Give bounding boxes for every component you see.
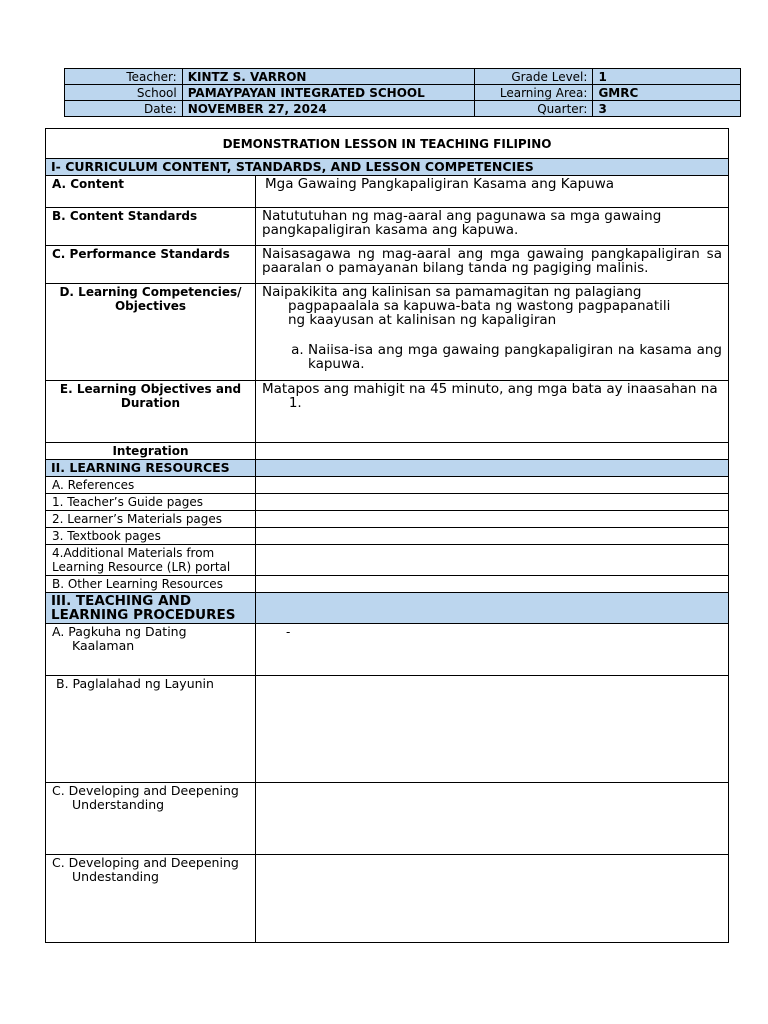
procedure-a-label (46, 624, 256, 676)
content-standards-value: Natututuhan ng mag-aaral ang pagunawa sa mga gawaing pangkapaligiran kasama ang kapuwa. (256, 208, 729, 246)
title-row (46, 129, 729, 159)
resource-label: A. References (46, 477, 256, 494)
header-row-school (65, 85, 741, 101)
performance-standards-row (46, 246, 729, 284)
procedure-a-value: - (256, 624, 729, 676)
lesson-title: DEMONSTRATION LESSON IN TEACHING FILIPINO (46, 129, 729, 159)
resource-row (46, 494, 729, 511)
content-value: Mga Gawaing Pangkapaligiran Kasama ang Kapuwa (256, 176, 729, 208)
competencies-line1: Naipakikita ang kalinisan sa pamamagitan ng palagiang (262, 284, 642, 300)
procedure-a-label-line1: A. Pagkuha ng Dating (52, 624, 187, 639)
procedure-a-label-line2: Kaalaman (72, 638, 135, 653)
resource-value (256, 477, 729, 494)
competencies-item-a: a. Naiisa-isa ang mga gawaing pangkapaligiran na kasama ang kapuwa. (308, 343, 722, 371)
competencies-list (262, 343, 722, 371)
competencies-label (46, 284, 256, 381)
resource-row (46, 528, 729, 545)
resource-row (46, 576, 729, 593)
teacher-value: KINTZ S. VARRON (182, 69, 474, 85)
lesson-plan-table (45, 128, 729, 943)
header-info-table (64, 68, 741, 117)
resource-label: 4.Additional Materials from Learning Resource (LR) portal (46, 545, 256, 576)
objectives-item-1 (306, 396, 722, 410)
procedure-c1-label-line1: C. Developing and Deepening (52, 783, 239, 798)
procedure-row-a (46, 624, 729, 676)
integration-value (256, 443, 729, 460)
procedure-row-b (46, 676, 729, 783)
section2-heading: II. LEARNING RESOURCES (46, 460, 256, 477)
resource-value (256, 494, 729, 511)
procedure-c2-label (46, 855, 256, 943)
procedure-c2-label-line1: C. Developing and Deepening (52, 855, 239, 870)
section3-row (46, 593, 729, 624)
section2-row (46, 460, 729, 477)
procedure-c1-label (46, 783, 256, 855)
procedure-row-c1 (46, 783, 729, 855)
resource-label: 2. Learner’s Materials pages (46, 511, 256, 528)
objectives-text: Matapos ang mahigit na 45 minuto, ang mga bata ay inaasahan na (262, 381, 718, 397)
resource-label: B. Other Learning Resources (46, 576, 256, 593)
procedure-row-c2 (46, 855, 729, 943)
resource-row (46, 511, 729, 528)
objectives-list (262, 396, 722, 410)
objectives-row (46, 381, 729, 443)
resource-label: 3. Textbook pages (46, 528, 256, 545)
objectives-value (256, 381, 729, 443)
section3-heading: III. TEACHING AND LEARNING PROCEDURES (46, 593, 256, 624)
performance-standards-label: C. Performance Standards (46, 246, 256, 284)
grade-value: 1 (593, 69, 741, 85)
procedure-c1-label-line2: Understanding (72, 797, 165, 812)
teacher-label: Teacher: (65, 69, 183, 85)
quarter-value: 3 (593, 101, 741, 117)
objectives-label-line1: E. Learning Objectives and (59, 382, 242, 396)
content-standards-label: B. Content Standards (46, 208, 256, 246)
grade-label: Grade Level: (474, 69, 593, 85)
resource-value (256, 576, 729, 593)
integration-row (46, 443, 729, 460)
section1-heading: I- CURRICULUM CONTENT, STANDARDS, AND LESSON COMPETENCIES (46, 159, 729, 176)
procedure-c2-label-line2: Undestanding (72, 869, 159, 884)
performance-standards-value: Naisasagawa ng mag-aaral ang mga gawaing pangkapaligiran sa paaralan o pamayanan bilang tanda ng pagiging malinis. (256, 246, 729, 284)
objectives-label-line2: Duration (120, 396, 181, 410)
resource-row (46, 545, 729, 576)
resource-value (256, 545, 729, 576)
date-value: NOVEMBER 27, 2024 (182, 101, 474, 117)
resource-value (256, 511, 729, 528)
procedure-c1-value (256, 783, 729, 855)
integration-label: Integration (46, 443, 256, 460)
resource-row (46, 477, 729, 494)
content-standards-row (46, 208, 729, 246)
objectives-label (46, 381, 256, 443)
header-row-date (65, 101, 741, 117)
competencies-row (46, 284, 729, 381)
content-row (46, 176, 729, 208)
quarter-label: Quarter: (474, 101, 593, 117)
header-row-teacher (65, 69, 741, 85)
procedure-c2-value (256, 855, 729, 943)
competencies-value (256, 284, 729, 381)
procedure-b-label: B. Paglalahad ng Layunin (46, 676, 256, 783)
competencies-line2: pagpapaalala sa kapuwa-bata ng wastong pagpapanatili (288, 298, 671, 314)
section1-row (46, 159, 729, 176)
resource-value (256, 528, 729, 545)
competencies-label-line1: D. Learning Competencies/ (59, 285, 242, 299)
school-label: School (65, 85, 183, 101)
section2-blank (256, 460, 729, 477)
school-value: PAMAYPAYAN INTEGRATED SCHOOL (182, 85, 474, 101)
resource-label: 1. Teacher’s Guide pages (46, 494, 256, 511)
area-label: Learning Area: (474, 85, 593, 101)
content-label: A. Content (46, 176, 256, 208)
competencies-label-line2: Objectives (114, 299, 187, 313)
date-label: Date: (65, 101, 183, 117)
competencies-line3: ng kaayusan at kalinisan ng kapaligiran (288, 312, 557, 328)
section3-blank (256, 593, 729, 624)
procedure-b-value (256, 676, 729, 783)
area-value: GMRC (593, 85, 741, 101)
